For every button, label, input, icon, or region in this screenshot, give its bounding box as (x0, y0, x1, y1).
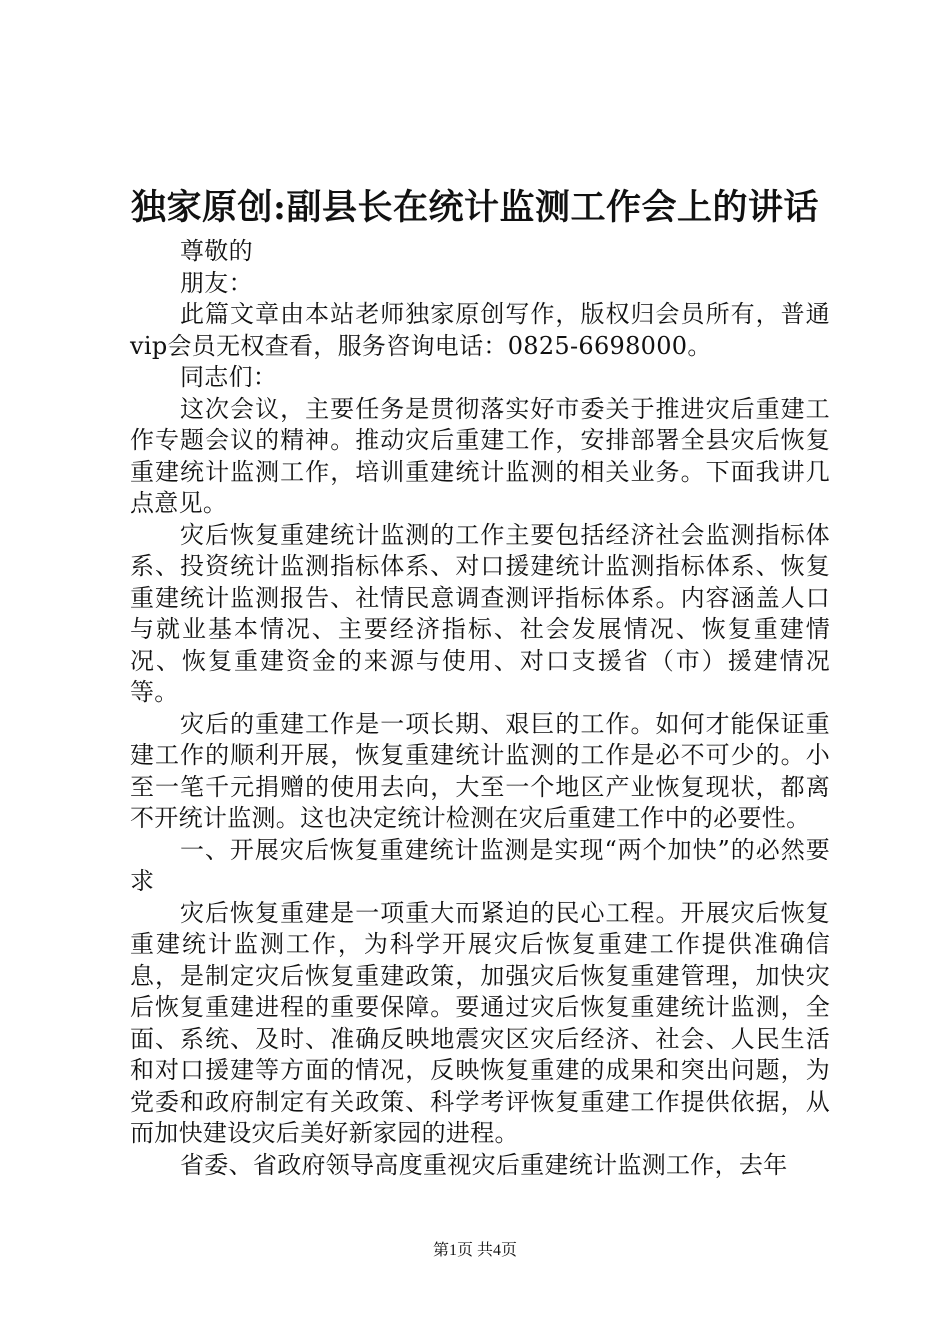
paragraph: 灾后的重建工作是一项长期、艰巨的工作。如何才能保证重建工作的顺利开展，恢复重建统计监测的工作是必不可少的。小至一笔千元捐赠的使用去向，大至一个地区产业恢复现状，都离不开统计监测。这也决定统计检测在灾后重建工作中的必要性。 (130, 709, 830, 832)
document-title: 独家原创:副县长在统计监测工作会上的讲话 (131, 187, 819, 228)
paragraph: 省委、省政府领导高度重视灾后重建统计监测工作，去年 (180, 1150, 788, 1179)
document-body (130, 236, 830, 1181)
paragraph: 灾后恢复重建是一项重大而紧迫的民心工程。开展灾后恢复重建统计监测工作，为科学开展灾后恢复重建工作提供准确信息，是制定灾后恢复重建政策，加强灾后恢复重建管理，加快灾后恢复重建进程的重要保障。要通过灾后恢复重建统计监测，全面、系统、及时、准确反映地震灾区灾后经济、社会、人民生活和对口援建等方面的情况，反映恢复重建的成果和突出问题，为党委和政府制定有关政策、科学考评恢复重建工作提供依据，从而加快建设灾后美好新家园的进程。 (130, 898, 830, 1147)
section-heading: 一、开展灾后恢复重建统计监测是实现“两个加快”的必然要求 (130, 835, 830, 895)
paragraph-salutation-2: 朋友： (180, 268, 253, 297)
paragraph: 这次会议，主要任务是贯彻落实好市委关于推进灾后重建工作专题会议的精神。推动灾后重建工作，安排部署全县灾后恢复重建统计监测工作，培训重建统计监测的相关业务。下面我讲几点意见。 (130, 394, 830, 517)
paragraph-greeting: 同志们： (180, 363, 278, 391)
paragraph-copyright-notice: 此篇文章由本站老师独家原创写作，版权归会员所有，普通vip会员无权查看，服务咨询电话：0825-6698000。 (130, 300, 830, 360)
paragraph: 灾后恢复重建统计监测的工作主要包括经济社会监测指标体系、投资统计监测指标体系、对口援建统计监测指标体系、恢复重建统计监测报告、社情民意调查测评指标体系。内容涵盖人口与就业基本情况、主要经济指标、社会发展情况、恢复重建情况、恢复重建资金的来源与使用、对口支援省（市）援建情况等。 (130, 520, 830, 706)
paragraph-salutation-1: 尊敬的 (180, 237, 253, 265)
page-number-footer: 第1页 共4页 (432, 1242, 517, 1259)
